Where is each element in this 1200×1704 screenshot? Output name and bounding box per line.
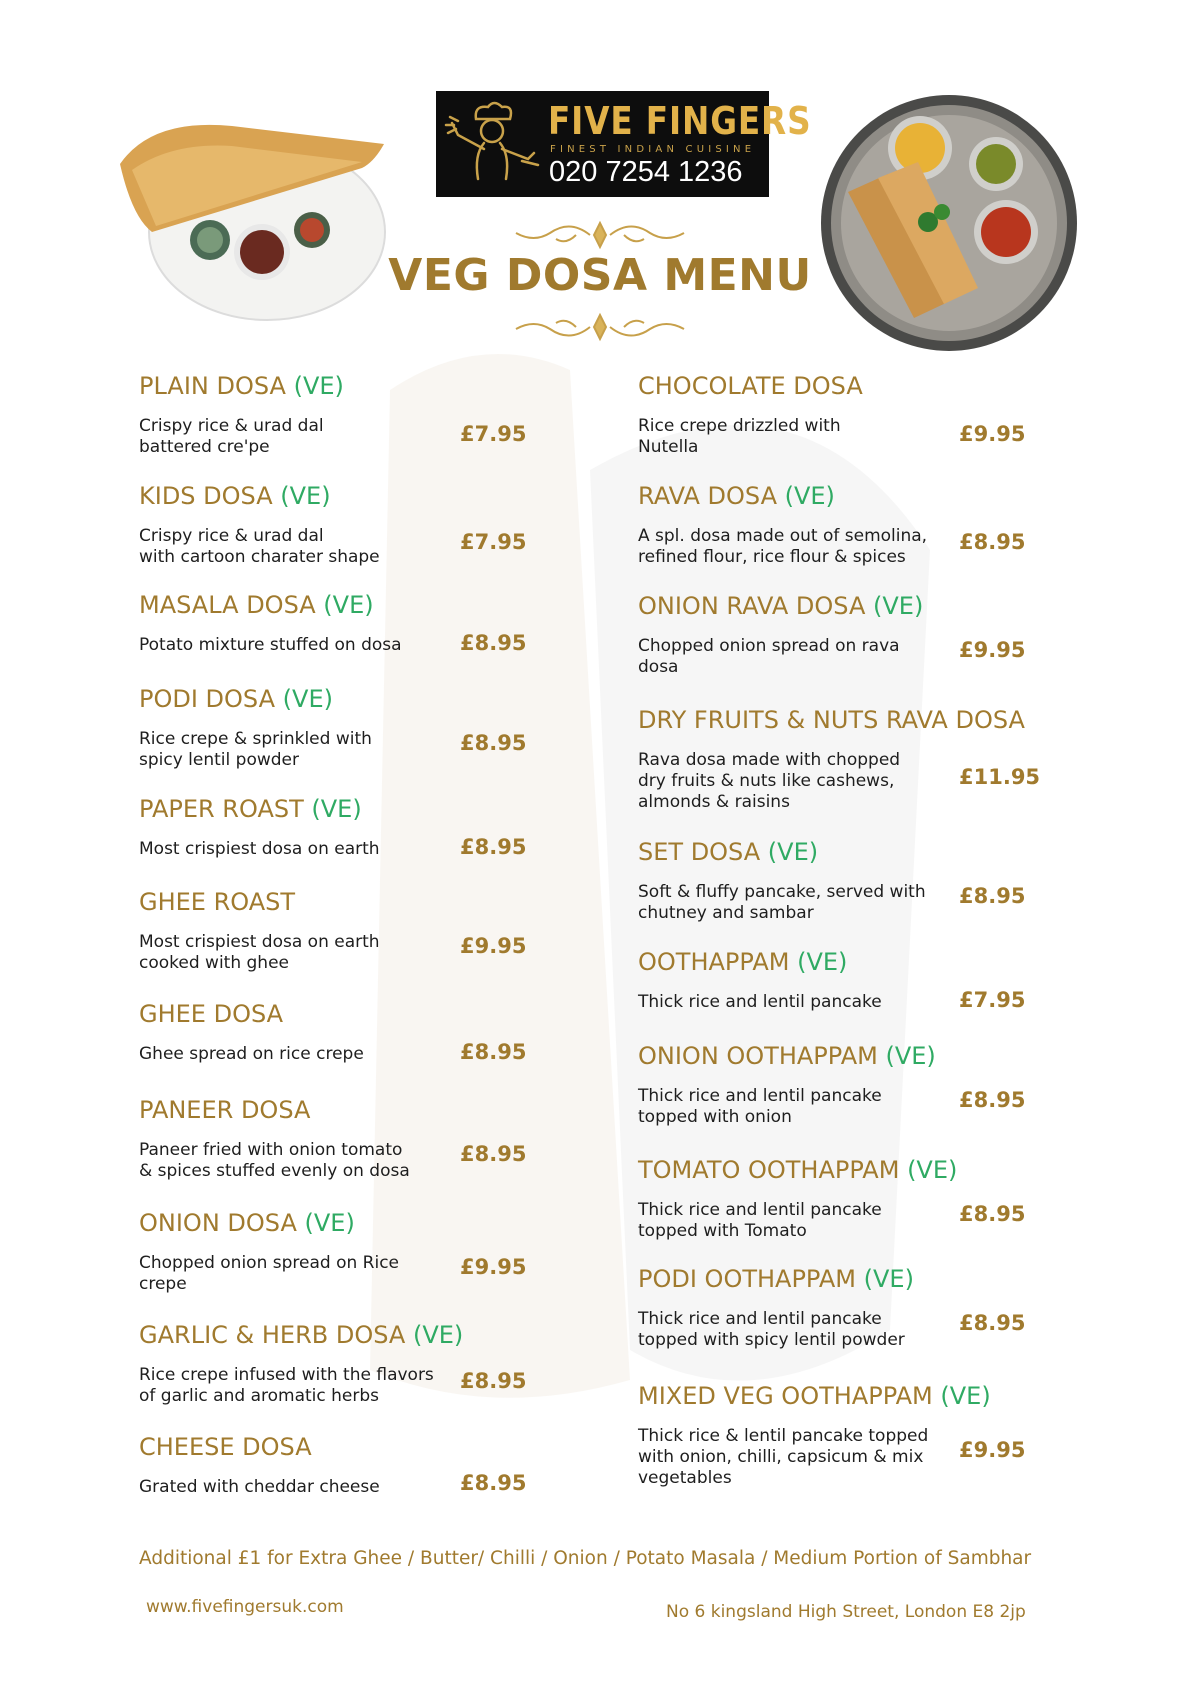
menu-item <box>139 888 539 973</box>
item-description: Rava dosa made with chopped dry fruits & nuts like cashews, almonds & raisins <box>638 750 901 812</box>
item-name <box>139 372 539 400</box>
item-title: PODI OOTHAPPAM <box>638 1265 856 1293</box>
item-name <box>139 888 539 916</box>
item-price: £8.95 <box>460 1142 527 1166</box>
item-title: MIXED VEG OOTHAPPAM <box>638 1382 933 1410</box>
menu-item <box>139 1209 539 1294</box>
vegan-tag: (VE) <box>315 591 374 619</box>
item-name <box>638 838 1058 866</box>
item-description: Thick rice and lentil pancake topped with spicy lentil powder <box>638 1309 905 1350</box>
menu-item <box>638 706 1058 812</box>
vegan-tag: (VE) <box>899 1156 958 1184</box>
item-price: £8.95 <box>460 1471 527 1495</box>
menu-item <box>139 1433 539 1497</box>
item-price: £7.95 <box>460 422 527 446</box>
item-name <box>638 592 1058 620</box>
menu-item <box>139 482 539 567</box>
item-name <box>638 1382 1058 1410</box>
item-title: TOMATO OOTHAPPAM <box>638 1156 900 1184</box>
item-name <box>638 706 1058 734</box>
menu-item <box>638 1042 1058 1127</box>
item-name <box>139 1209 539 1237</box>
item-name <box>139 685 539 713</box>
item-price: £8.95 <box>959 1088 1026 1112</box>
item-title: MASALA DOSA <box>139 591 316 619</box>
item-description: Most crispiest dosa on earth cooked with ghee <box>139 932 380 973</box>
item-name <box>139 1433 539 1461</box>
item-description: Thick rice and lentil pancake topped with Tomato <box>638 1200 882 1241</box>
menu-item <box>638 592 1058 677</box>
restaurant-logo <box>436 91 812 197</box>
vegan-tag: (VE) <box>877 1042 936 1070</box>
item-description: A spl. dosa made out of semolina, refined flour, rice flour & spices <box>638 526 928 567</box>
menu-item <box>139 372 539 457</box>
item-description: Crispy rice & urad dal with cartoon charater shape <box>139 526 380 567</box>
item-price: £9.95 <box>959 638 1026 662</box>
item-description: Chopped onion spread on rava dosa <box>638 636 900 677</box>
item-price: £8.95 <box>959 884 1026 908</box>
vegan-tag: (VE) <box>760 838 819 866</box>
flourish-ornament-bottom <box>510 307 690 347</box>
chef-logo-icon <box>444 99 540 191</box>
item-price: £8.95 <box>460 1369 527 1393</box>
item-title: KIDS DOSA <box>139 482 273 510</box>
item-title: GHEE DOSA <box>139 1000 284 1028</box>
menu-item <box>139 685 539 770</box>
menu-item <box>638 1265 1058 1350</box>
item-description: Rice crepe infused with the flavors of garlic and aromatic herbs <box>139 1365 434 1406</box>
menu-item <box>638 482 1058 567</box>
item-title: CHOCOLATE DOSA <box>638 372 863 400</box>
item-title: ONION OOTHAPPAM <box>638 1042 878 1070</box>
website-link[interactable]: www.fivefingersuk.com <box>146 1597 344 1617</box>
phone-number: 020 7254 1236 <box>549 156 743 188</box>
item-title: CHEESE DOSA <box>139 1433 312 1461</box>
menu-item <box>139 591 539 655</box>
item-description: Chopped onion spread on Rice crepe <box>139 1253 400 1294</box>
item-name <box>638 482 1058 510</box>
item-title: DRY FRUITS & NUTS RAVA DOSA <box>638 706 1025 734</box>
menu-item <box>139 1096 539 1181</box>
item-description: Grated with cheddar cheese <box>139 1477 380 1497</box>
item-name <box>139 482 539 510</box>
brand-tagline: FINEST INDIAN CUISINE <box>550 144 756 155</box>
item-title: PANEER DOSA <box>139 1096 311 1124</box>
menu-item <box>638 372 1058 457</box>
item-price: £11.95 <box>959 765 1041 789</box>
item-price: £8.95 <box>959 530 1026 554</box>
item-title: PODI DOSA <box>139 685 276 713</box>
item-title: GHEE ROAST <box>139 888 296 916</box>
item-price: £8.95 <box>959 1202 1026 1226</box>
item-title: RAVA DOSA <box>638 482 777 510</box>
flourish-ornament-top <box>510 215 690 255</box>
item-description: Most crispiest dosa on earth <box>139 839 380 859</box>
page-title: VEG DOSA MENU <box>388 250 812 301</box>
item-name <box>638 1156 1058 1184</box>
item-price: £9.95 <box>460 1255 527 1279</box>
item-price: £7.95 <box>959 988 1026 1012</box>
item-price: £8.95 <box>460 1040 527 1064</box>
item-title: OOTHAPPAM <box>638 948 790 976</box>
item-description: Thick rice and lentil pancake <box>638 992 882 1012</box>
item-description: Potato mixture stuffed on dosa <box>139 635 402 655</box>
address: No 6 kingsland High Street, London E8 2jp <box>666 1602 1026 1622</box>
item-description: Thick rice and lentil pancake topped with onion <box>638 1086 882 1127</box>
item-name <box>139 795 539 823</box>
item-name <box>139 1000 539 1028</box>
item-title: SET DOSA <box>638 838 761 866</box>
vegan-tag: (VE) <box>296 1209 355 1237</box>
vegan-tag: (VE) <box>405 1321 464 1349</box>
vegan-tag: (VE) <box>776 482 835 510</box>
item-price: £8.95 <box>959 1311 1026 1335</box>
vegan-tag: (VE) <box>932 1382 991 1410</box>
item-title: ONION DOSA <box>139 1209 297 1237</box>
item-description: Paneer fried with onion tomato & spices stuffed evenly on dosa <box>139 1140 410 1181</box>
item-price: £7.95 <box>460 530 527 554</box>
item-price: £8.95 <box>460 631 527 655</box>
item-price: £8.95 <box>460 835 527 859</box>
menu-item <box>139 1000 539 1064</box>
vegan-tag: (VE) <box>865 592 924 620</box>
item-name <box>638 372 1058 400</box>
vegan-tag: (VE) <box>856 1265 914 1293</box>
item-name <box>139 1321 539 1349</box>
item-description: Rice crepe & sprinkled with spicy lentil powder <box>139 729 372 770</box>
extras-note: Additional £1 for Extra Ghee / Butter/ Chilli / Onion / Potato Masala / Medium Portion of Sambhar <box>139 1548 1032 1569</box>
vegan-tag: (VE) <box>285 372 344 400</box>
vegan-tag: (VE) <box>272 482 331 510</box>
item-title: PAPER ROAST <box>139 795 304 823</box>
item-price: £9.95 <box>959 1438 1026 1462</box>
item-price: £9.95 <box>460 934 527 958</box>
dosa-platter-photo <box>818 92 1080 354</box>
item-price: £8.95 <box>460 731 527 755</box>
item-name <box>638 1265 1058 1293</box>
item-description: Rice crepe drizzled with Nutella <box>638 416 841 457</box>
item-name <box>139 1096 539 1124</box>
item-name <box>139 591 539 619</box>
menu-item <box>139 795 539 859</box>
menu-item <box>638 948 1058 1012</box>
item-description: Crispy rice & urad dal battered cre'pe <box>139 416 324 457</box>
item-title: GARLIC & HERB DOSA <box>139 1321 406 1349</box>
item-description: Ghee spread on rice crepe <box>139 1044 364 1064</box>
menu-item <box>139 1321 539 1406</box>
item-price: £9.95 <box>959 422 1026 446</box>
vegan-tag: (VE) <box>275 685 333 713</box>
item-title: ONION RAVA DOSA <box>638 592 866 620</box>
item-description: Soft & fluffy pancake, served with chutney and sambar <box>638 882 926 923</box>
item-title: PLAIN DOSA <box>139 372 286 400</box>
menu-item <box>638 1382 1058 1488</box>
item-name <box>638 948 1058 976</box>
menu-item <box>638 838 1058 923</box>
item-name <box>638 1042 1058 1070</box>
menu-item <box>638 1156 1058 1241</box>
vegan-tag: (VE) <box>303 795 362 823</box>
item-description: Thick rice & lentil pancake topped with onion, chilli, capsicum & mix vegetables <box>638 1426 929 1488</box>
brand-name: FIVE FINGERS <box>548 99 812 143</box>
vegan-tag: (VE) <box>789 948 848 976</box>
